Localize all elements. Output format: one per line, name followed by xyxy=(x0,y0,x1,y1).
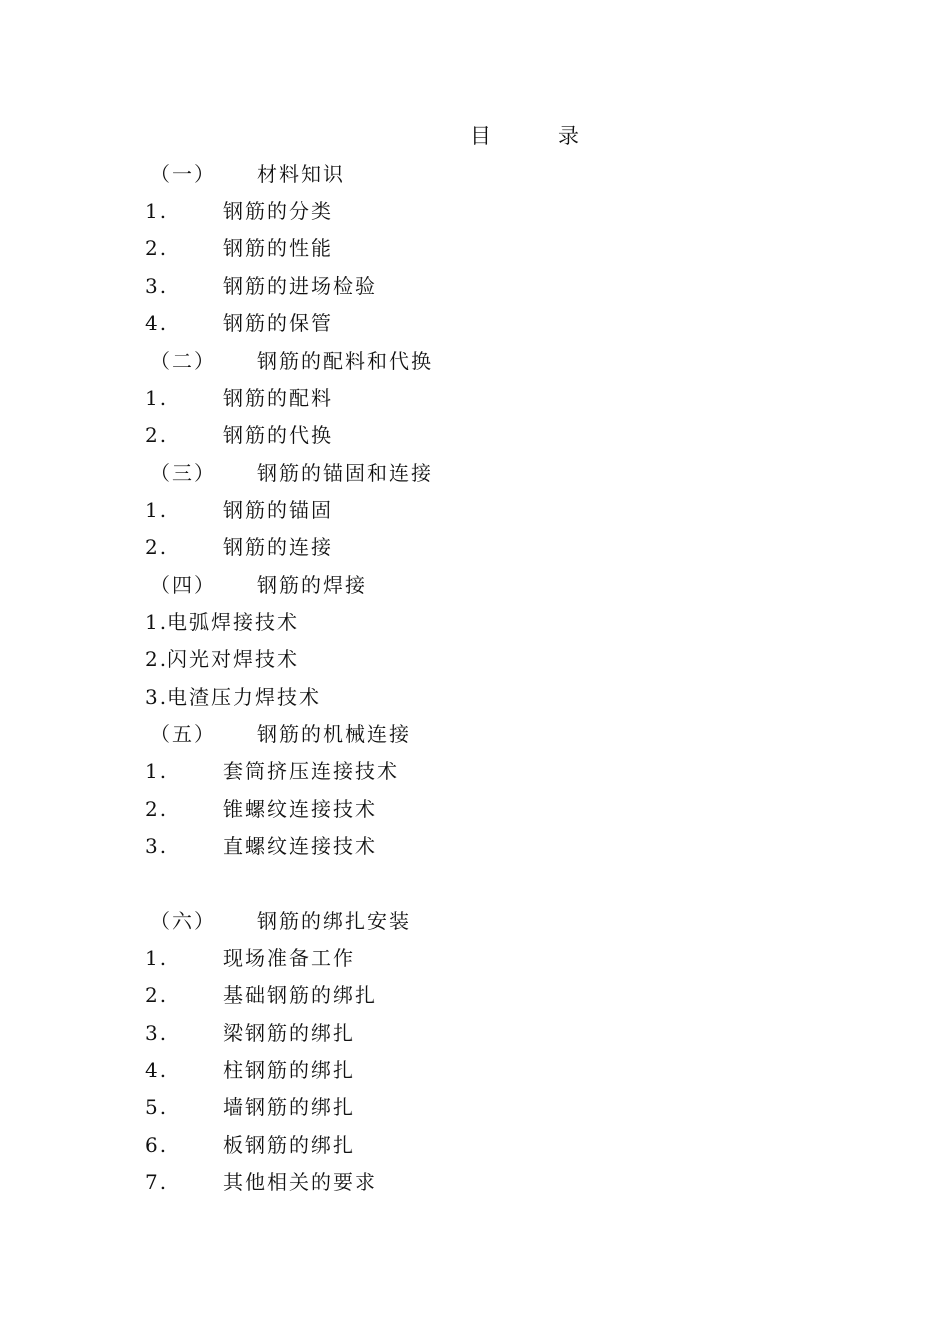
toc-entry-text: 基础钢筋的绑扎 xyxy=(223,983,377,1007)
toc-entry-text: 闪光对焊技术 xyxy=(167,647,299,671)
toc-entry-text: 钢筋的配料和代换 xyxy=(257,349,433,373)
toc-entry-text: 梁钢筋的绑扎 xyxy=(223,1021,355,1045)
toc-entry-text: 套筒挤压连接技术 xyxy=(223,759,399,783)
toc-entry-text: 锥螺纹连接技术 xyxy=(223,797,377,821)
toc-entry-number: （一） xyxy=(150,162,216,186)
toc-entry-text: 其他相关的要求 xyxy=(223,1170,377,1194)
toc-entry-number: （六） xyxy=(150,909,216,933)
toc-entry-text: 钢筋的连接 xyxy=(223,535,333,559)
toc-entry-number: 4. xyxy=(145,311,169,335)
toc-entry-text: 板钢筋的绑扎 xyxy=(223,1133,355,1157)
toc-entry-text: 钢筋的代换 xyxy=(223,423,333,447)
toc-entry-text: 钢筋的保管 xyxy=(223,311,333,335)
toc-entry-text: 钢筋的机械连接 xyxy=(257,722,411,746)
toc-entry-number: 2. xyxy=(145,535,169,559)
toc-entry-text: 钢筋的焊接 xyxy=(257,573,367,597)
toc-entry-number: 1. xyxy=(145,199,169,223)
toc-entry-number: （三） xyxy=(150,461,216,485)
toc-entry-number: 5. xyxy=(145,1095,169,1119)
toc-entry-number: 2. xyxy=(145,236,169,260)
toc-entry-number: 1. xyxy=(145,498,169,522)
toc-title xyxy=(0,121,950,151)
toc-entry-text: 钢筋的进场检验 xyxy=(223,274,377,298)
toc-title-part-2: 录 xyxy=(558,124,579,148)
toc-entry-text: 钢筋的锚固 xyxy=(223,498,333,522)
toc-entry-number: 3. xyxy=(145,274,169,298)
toc-title-part-1: 目 xyxy=(470,124,491,148)
toc-entry-number: 1. xyxy=(145,386,169,410)
toc-entry-text: 钢筋的配料 xyxy=(223,386,333,410)
toc-entry-number: 6. xyxy=(145,1133,169,1157)
toc-entry-number: 1. xyxy=(145,610,169,634)
toc-entry-number: 2. xyxy=(145,647,169,671)
toc-entry-text: 材料知识 xyxy=(257,162,345,186)
toc-entry-text: 现场准备工作 xyxy=(223,946,355,970)
toc-entry-text: 钢筋的性能 xyxy=(223,236,333,260)
toc-entry-text: 钢筋的绑扎安装 xyxy=(257,909,411,933)
toc-entry-number: 3. xyxy=(145,685,169,709)
toc-entry-number: 1. xyxy=(145,759,169,783)
toc-entry-number: 1. xyxy=(145,946,169,970)
toc-entry-number: 3. xyxy=(145,834,169,858)
toc-entry-text: 墙钢筋的绑扎 xyxy=(223,1095,355,1119)
toc-entry-text: 钢筋的分类 xyxy=(223,199,333,223)
toc-entry-number: （四） xyxy=(150,573,216,597)
toc-entry-text: 钢筋的锚固和连接 xyxy=(257,461,433,485)
toc-entry-number: 7. xyxy=(145,1170,169,1194)
toc-entry-text: 电渣压力焊技术 xyxy=(167,685,321,709)
toc-entry-text: 电弧焊接技术 xyxy=(167,610,299,634)
toc-entry-number: （五） xyxy=(150,722,216,746)
toc-entry-number: 3. xyxy=(145,1021,169,1045)
toc-entry-number: 2. xyxy=(145,983,169,1007)
toc-entry-number: 2. xyxy=(145,797,169,821)
toc-entry-text: 直螺纹连接技术 xyxy=(223,834,377,858)
toc-entry-text: 柱钢筋的绑扎 xyxy=(223,1058,355,1082)
toc-entry-number: 4. xyxy=(145,1058,169,1082)
toc-entry-number: （二） xyxy=(150,349,216,373)
toc-entry-number: 2. xyxy=(145,423,169,447)
